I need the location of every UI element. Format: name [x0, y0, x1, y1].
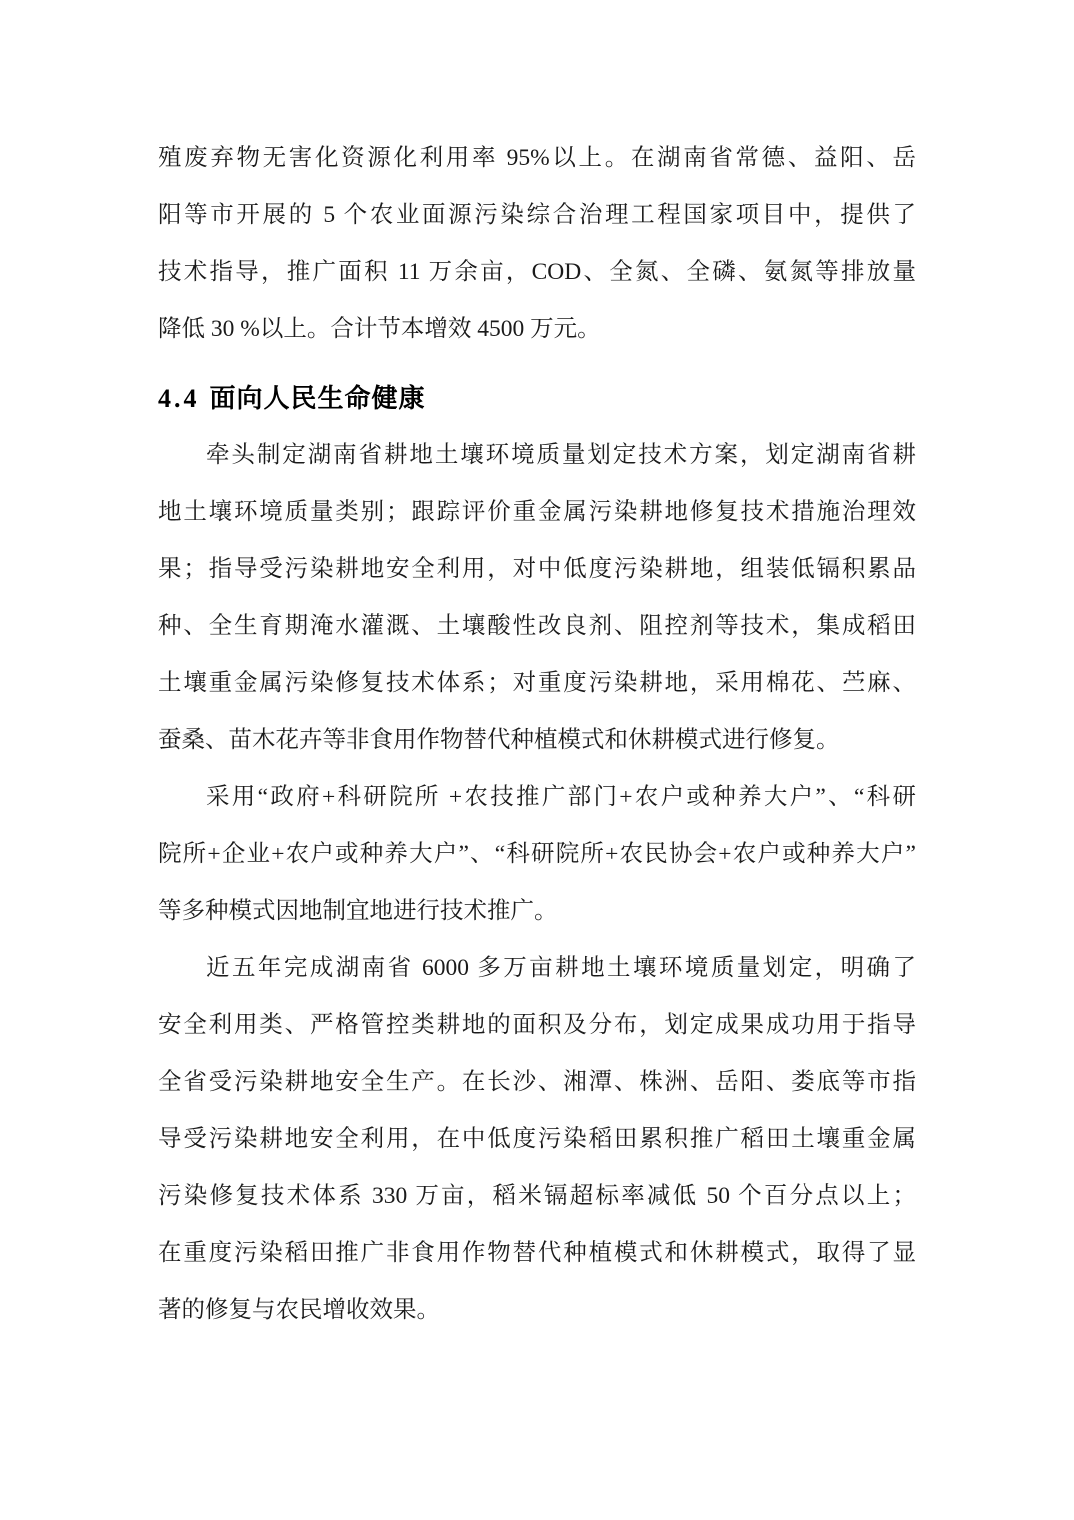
paragraph-line: 在重度污染稻田推广非食用作物替代种植模式和休耕模式，取得了显: [158, 1240, 916, 1266]
paragraph-line: 阳等市开展的 5 个农业面源污染综合治理工程国家项目中，提供了: [158, 202, 916, 228]
paragraph-line: 著的修复与农民增收效果。: [158, 1297, 440, 1323]
paragraph-line: 等多种模式因地制宜地进行技术推广。: [158, 898, 558, 924]
paragraph-line: 蚕桑、苗木花卉等非食用作物替代种植模式和休耕模式进行修复。: [158, 727, 840, 753]
paragraph-line: 土壤重金属污染修复技术体系；对重度污染耕地，采用棉花、苎麻、: [158, 670, 916, 696]
section-title: 面向人民生命健康: [209, 384, 426, 413]
paragraph-line: 近五年完成湖南省 6000 多万亩耕地土壤环境质量划定，明确了: [206, 955, 916, 981]
paragraph-line: 果；指导受污染耕地安全利用，对中低度污染耕地，组装低镉积累品: [158, 556, 916, 582]
paragraph-line: 殖废弃物无害化资源化利用率 95%以上。在湖南省常德、益阳、岳: [158, 145, 916, 171]
paragraph-line: 牵头制定湖南省耕地土壤环境质量划定技术方案，划定湖南省耕: [206, 442, 916, 468]
paragraph-line: 降低 30 %以上。合计节本增效 4500 万元。: [158, 316, 601, 342]
paragraph: [158, 940, 916, 1339]
paragraph-line: 技术指导，推广面积 11 万余亩，COD、全氮、全磷、氨氮等排放量: [158, 259, 916, 285]
paragraph: [158, 427, 916, 769]
section-heading: [158, 370, 916, 427]
section-number: 4.4: [158, 384, 200, 413]
paragraph-line: 污染修复技术体系 330 万亩，稻米镉超标率减低 50 个百分点以上；: [158, 1183, 916, 1209]
paragraph-line: 种、全生育期淹水灌溉、土壤酸性改良剂、阻控剂等技术，集成稻田: [158, 613, 916, 639]
paragraph: [158, 769, 916, 940]
paragraph-line: 导受污染耕地安全利用，在中低度污染稻田累积推广稻田土壤重金属: [158, 1126, 916, 1152]
paragraph-line: 安全利用类、严格管控类耕地的面积及分布，划定成果成功用于指导: [158, 1012, 916, 1038]
paragraph: [158, 130, 916, 358]
paragraph-line: 全省受污染耕地安全生产。在长沙、湘潭、株洲、岳阳、娄底等市指: [158, 1069, 916, 1095]
paragraph-line: 采用“政府+科研院所 +农技推广部门+农户或种养大户”、“科研: [206, 784, 916, 810]
paragraph-line: 地土壤环境质量类别；跟踪评价重金属污染耕地修复技术措施治理效: [158, 499, 916, 525]
text-content: [158, 130, 916, 1339]
paragraph-line: 院所+企业+农户或种养大户”、“科研院所+农民协会+农户或种养大户”: [158, 841, 916, 867]
